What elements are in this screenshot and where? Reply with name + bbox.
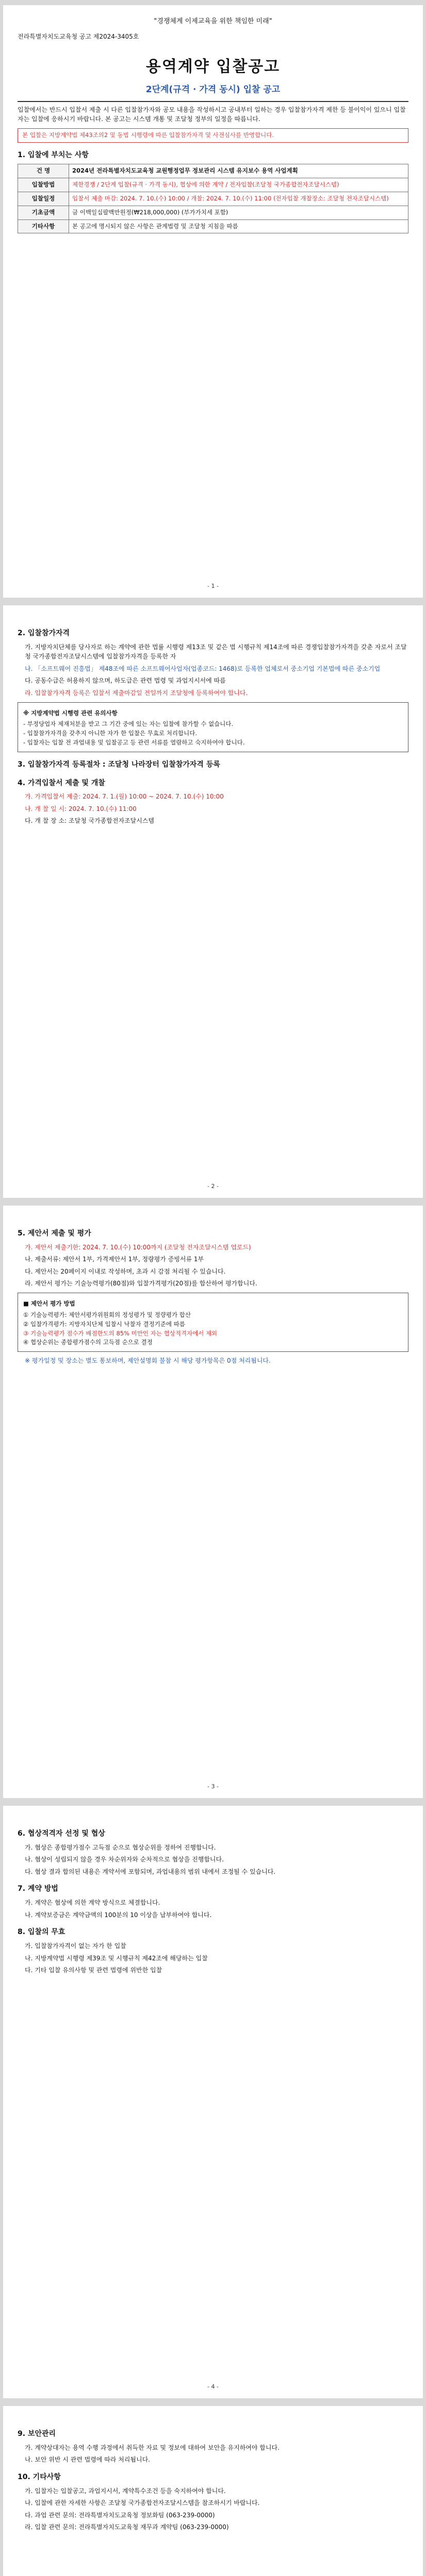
notice-box xyxy=(18,702,408,752)
paragraph: 나. 입찰에 관한 자세한 사항은 조달청 국가종합전자조달시스템을 참조하시기 바랍니다. xyxy=(25,2499,260,2507)
page-number: - 4 - xyxy=(207,2383,219,2390)
table-row xyxy=(18,206,408,219)
section-heading: 7. 계약 방법 xyxy=(18,1885,58,1893)
divider xyxy=(18,101,408,102)
notice-number: 전라특별자치도교육청 공고 제2024-3405호 xyxy=(18,33,139,41)
document-page-5 xyxy=(3,2406,423,2576)
paragraph: 다. 기타 입찰 유의사항 및 관련 법령에 위반한 입찰 xyxy=(25,1967,162,1974)
box-line: - 부정당업자 제재처분을 받고 그 기간 중에 있는 자는 입찰에 참가할 수 없습니다. xyxy=(23,720,234,728)
table-row xyxy=(18,164,408,178)
row-label: 기초금액 xyxy=(18,206,69,219)
section-heading: 8. 입찰의 무효 xyxy=(18,1928,65,1937)
section-heading: 10. 기타사항 xyxy=(18,2472,61,2481)
evaluation-box xyxy=(18,1293,408,1352)
paragraph: 가. 지방자치단체를 당사자로 하는 계약에 관한 법률 시행령 제13조 및 같은 법 시행규칙 제14조에 따른 경쟁입찰참가자격을 갖춘 자로서 조달청 국가종합전자조달시스템에 입찰참가자격을 등록한 자 xyxy=(25,643,407,660)
paragraph: 가. 계약상대자는 용역 수행 과정에서 취득한 자료 및 정보에 대하여 보안을 유지하여야 합니다. xyxy=(25,2444,280,2451)
row-value: 본 공고에 명시되지 않은 사항은 관계법령 및 조달청 지침을 따름 xyxy=(69,219,408,233)
section-heading: 2. 입찰참가자격 xyxy=(18,629,70,637)
document-page-1 xyxy=(3,5,423,598)
schedule-item: 다. 개 찰 장 소: 조달청 국가종합전자조달시스템 xyxy=(25,817,154,825)
document-page-3 xyxy=(3,1206,423,1798)
schedule-item: 나. 개 찰 일 시: 2024. 7. 10.(수) 11:00 xyxy=(25,805,137,812)
section-heading: 5. 제안서 제출 및 평가 xyxy=(18,1229,91,1238)
table-row xyxy=(18,192,408,206)
document-page-2 xyxy=(3,605,423,1198)
section-heading: 4. 가격입찰서 제출 및 개찰 xyxy=(18,778,105,787)
page-number: - 2 - xyxy=(207,1182,219,1190)
intro-text: 입찰에서는 반드시 입찰서 제출 시 다른 입찰참가자와 공모 내용을 작성하시고 공내부터 일하는 경우 입찰참가자격 제한 등 불이익이 있으니 입찰자는 입찰에 응하시기 바랍니다. 본 공고는 시스템 개통 및 조달청 정부의 일정을 따릅니다. xyxy=(18,106,406,123)
box-line: - 입찰참가자격을 갖추지 아니한 자가 한 입찰은 무효로 처리합니다. xyxy=(23,730,197,737)
section-heading: 9. 보안관리 xyxy=(18,2430,56,2438)
motto: "경쟁체계 이제교육을 위한 책임한 미래" xyxy=(154,18,272,25)
schedule-item: 가. 가격입찰서 제출: 2024. 7. 1.(월) 10:00 ~ 2024. 7. 10.(수) 10:00 xyxy=(25,793,224,801)
paragraph: 가. 입찰참가자격이 없는 자가 한 입찰 xyxy=(25,1942,126,1950)
paragraph: 다. 협상 결과 합의된 내용은 계약서에 포함되며, 과업내용의 범위 내에서 조정될 수 있습니다. xyxy=(25,1868,276,1875)
table-row xyxy=(18,178,408,192)
section-heading: 1. 입찰에 부치는 사항 xyxy=(18,150,89,159)
box-line: - 입찰자는 입찰 전 과업내용 및 입찰공고 등 관련 서류를 열람하고 숙지하여야 합니다. xyxy=(23,739,245,747)
section-heading: 6. 협상적격자 선정 및 협상 xyxy=(18,1829,105,1838)
paragraph: 나. 지방계약법 시행령 제39조 및 시행규칙 제42조에 해당하는 입찰 xyxy=(25,1954,208,1962)
paragraph: 나. 제출서류: 제안서 1부, 가격제안서 1부, 정량평가 증빙서류 1부 xyxy=(25,1256,204,1263)
paragraph: 나. 협상이 성립되지 않을 경우 차순위자와 순차적으로 협상을 진행합니다. xyxy=(25,1856,224,1863)
row-label: 건 명 xyxy=(18,164,69,178)
paragraph: 라. 입찰 관련 문의: 전라특별자치도교육청 재무과 계약팀 (063-239-0000) xyxy=(25,2523,229,2531)
note-text: ※ 평가일정 및 장소는 별도 통보하며, 제안설명회 불참 시 해당 평가항목은 0점 처리됩니다. xyxy=(25,1357,271,1365)
table-row xyxy=(18,219,408,233)
paragraph: 다. 제안서는 20페이지 이내로 작성하며, 초과 시 감점 처리될 수 있습니다. xyxy=(25,1267,226,1275)
row-value: 2024년 전라특별자치도교육청 교원행정업무 정보관리 시스템 유지보수 용역 사업계획 xyxy=(69,164,408,178)
paragraph: 다. 과업 관련 문의: 전라특별자치도교육청 정보화팀 (063-239-0000) xyxy=(25,2511,215,2519)
box-line: ③ 기술능력평가 점수가 배점한도의 85% 미만인 자는 협상적격자에서 제외 xyxy=(23,1329,218,1337)
page-subtitle: 2단계(규격 · 가격 동시) 입찰 공고 xyxy=(145,84,281,95)
paragraph: 라. 입찰참가자격 등록은 입찰서 제출마감일 전일까지 조달청에 등록하여야 합니다. xyxy=(25,689,248,697)
box-line: ① 기술능력평가: 제안서평가위원회의 정성평가 및 정량평가 합산 xyxy=(23,1311,191,1318)
box-title: ■ 제안서 평가 방법 xyxy=(23,1300,75,1308)
paragraph: 나. 「소프트웨어 진흥법」 제48조에 따른 소프트웨어사업자(업종코드: 1468)로 등록한 업체로서 중소기업 기본법에 따른 중소기업 xyxy=(25,665,381,672)
row-label: 입찰방법 xyxy=(18,178,69,192)
paragraph: 가. 협상은 종합평가점수 고득점 순으로 협상순위를 정하여 진행합니다. xyxy=(25,1843,216,1851)
paragraph: 나. 보안 위반 시 관련 법령에 따라 처리됩니다. xyxy=(25,2456,150,2464)
paragraph: 가. 제안서 제출기한: 2024. 7. 10.(수) 10:00까지 (조달청 전자조달시스템 업로드) xyxy=(25,1243,251,1251)
row-label: 기타사항 xyxy=(18,219,69,233)
row-label: 입찰일정 xyxy=(18,192,69,206)
row-value: 입찰서 제출 마감: 2024. 7. 10.(수) 10:00 / 개찰: 2024. 7. 10.(수) 11:00 (전자입찰 개찰장소: 조달청 전자조달시스템) xyxy=(69,192,408,206)
box-title: ※ 지방계약법 시행령 관련 유의사항 xyxy=(23,709,118,717)
section-heading: 3. 입찰참가자격 등록절차 : 조달청 나라장터 입찰참가자격 등록 xyxy=(18,760,220,769)
paragraph: 나. 계약보증금은 계약금액의 100분의 10 이상을 납부하여야 합니다. xyxy=(25,1911,212,1919)
paragraph: 라. 제안서 평가는 기술능력평가(80점)와 입찰가격평가(20점)를 합산하여 평가합니다. xyxy=(25,1280,257,1287)
page-number: - 3 - xyxy=(207,1783,219,1790)
page-title: 용역계약 입찰공고 xyxy=(145,57,281,76)
paragraph: 다. 공동수급은 허용하지 않으며, 하도급은 관련 법령 및 과업지시서에 따름 xyxy=(25,677,226,685)
document-page-4 xyxy=(3,1806,423,2398)
box-line: ④ 협상순위는 종합평가점수의 고득점 순으로 결정 xyxy=(23,1338,153,1346)
bid-info-table xyxy=(18,164,408,233)
box-line: ② 입찰가격평가: 지방자치단체 입찰시 낙찰자 결정기준에 따름 xyxy=(23,1320,185,1328)
warning-box: 본 입찰은 지방계약법 제43조의2 및 동법 시행령에 따른 입찰참가자격 및 사전심사를 반영합니다. xyxy=(18,128,408,143)
row-value: 제한경쟁 / 2단계 입찰(규격 · 가격 동시), 협상에 의한 계약 / 전자입찰(조달청 국가종합전자조달시스템) xyxy=(69,178,408,192)
row-value: 금 이백일십팔백만원정(₩218,000,000) (부가가치세 포함) xyxy=(69,206,408,219)
paragraph: 가. 입찰자는 입찰공고, 과업지시서, 계약특수조건 등을 숙지하여야 합니다. xyxy=(25,2487,226,2495)
page-number: - 1 - xyxy=(207,582,219,589)
paragraph: 가. 계약은 협상에 의한 계약 방식으로 체결합니다. xyxy=(25,1899,160,1907)
